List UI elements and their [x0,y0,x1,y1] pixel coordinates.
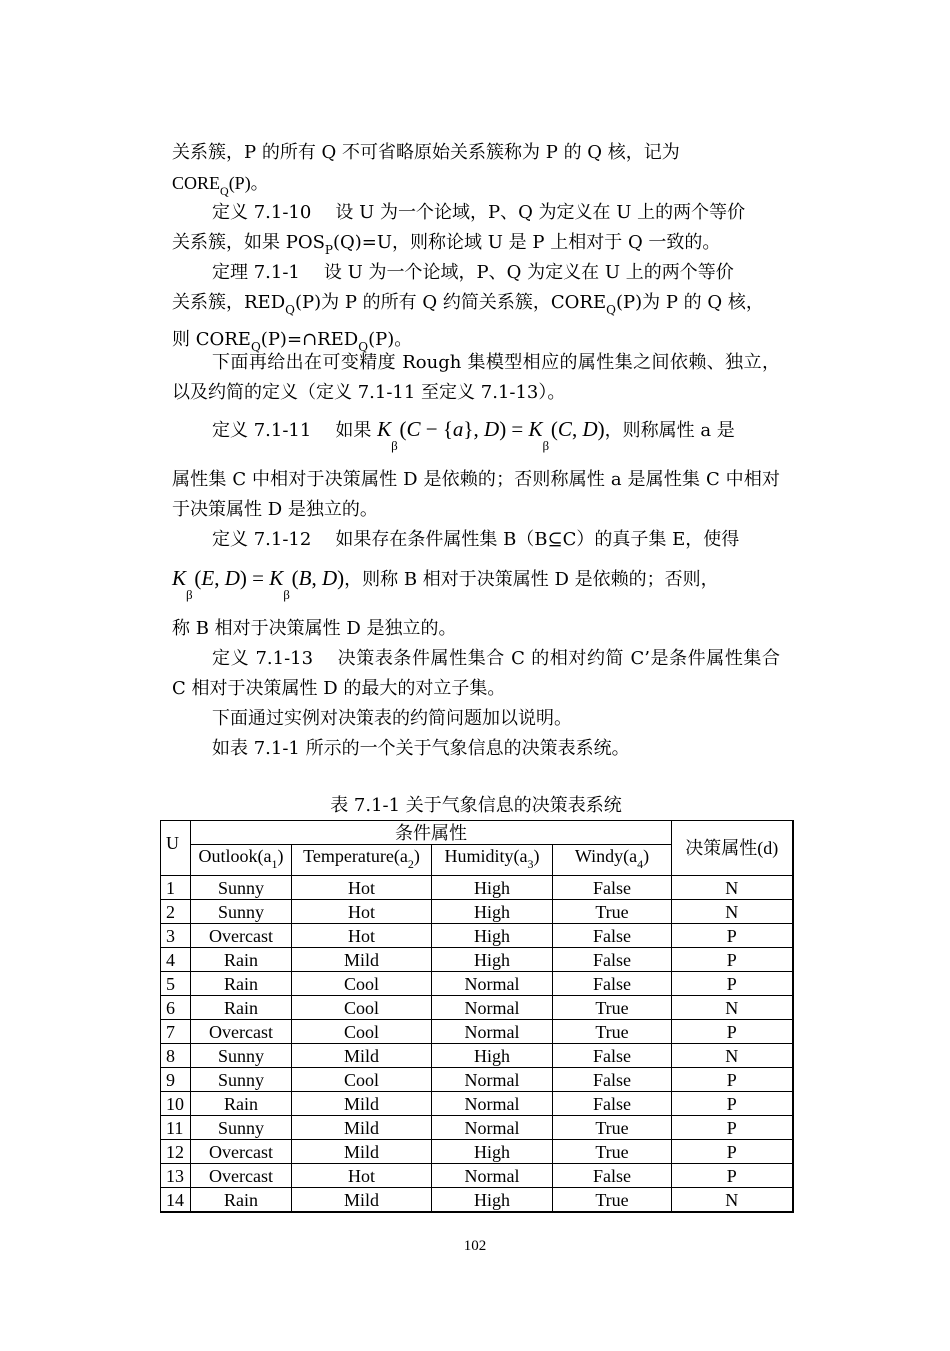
table-row [161,900,793,924]
subscript: Q [606,303,616,317]
cell-humidity: High [432,1188,553,1213]
definition-label: 定义 7.1-10 [212,202,312,223]
cell-u: 2 [161,900,191,924]
definition-7-1-13 [172,644,780,704]
table-row [161,1092,793,1116]
cell-humidity: High [432,1140,553,1164]
cell-decision: P [672,948,793,972]
cell-windy: True [553,900,672,924]
definition-7-1-12 [172,525,780,555]
definition-text: 关系簇，如果 POS [172,232,325,253]
cell-windy: True [553,1188,672,1213]
cell-windy: False [553,1092,672,1116]
cell-temperature: Hot [292,876,432,900]
theorem-text: (P)。 [368,329,413,350]
cell-decision: P [672,1068,793,1092]
cell-windy: False [553,876,672,900]
definition-text: 如果存在条件属性集 B（B⊆C）的真子集 E，使得 [335,529,740,550]
text-tail: (P)。 [228,173,269,193]
cell-u: 5 [161,972,191,996]
cell-outlook: Overcast [191,1164,292,1188]
cell-humidity: Normal [432,1020,553,1044]
table-row [161,924,793,948]
table-row [161,972,793,996]
table-caption: 表 7.1-1 关于气象信息的决策表系统 [330,795,622,816]
cell-decision: N [672,876,793,900]
definition-text: ，则称 B 相对于决策属性 D 是依赖的；否则， [344,569,719,590]
cell-decision: N [672,1188,793,1213]
table-row [161,1188,793,1213]
definition-7-1-12-continued: 称 B 相对于决策属性 D 是独立的。 [172,618,457,639]
cell-u: 7 [161,1020,191,1044]
cell-u: 10 [161,1092,191,1116]
theorem-text: (P)=∩RED [260,329,359,350]
cell-temperature: Mild [292,1140,432,1164]
table-row [161,1020,793,1044]
cell-temperature: Mild [292,948,432,972]
cell-decision: P [672,972,793,996]
cell-humidity: High [432,948,553,972]
cell-windy: True [553,1116,672,1140]
cell-windy: False [553,1044,672,1068]
cell-temperature: Cool [292,1068,432,1092]
cell-temperature: Mild [292,1092,432,1116]
cell-temperature: Hot [292,1164,432,1188]
cell-humidity: High [432,876,553,900]
cell-outlook: Rain [191,1092,292,1116]
definition-text: 决策表条件属性集合 C 的相对约简 C’是条件属性集合 C 相对于决策属性 D 的最大的对立子集。 [172,648,780,699]
cell-temperature: Cool [292,972,432,996]
formula-k-beta-subset: $K_\beta$ (E, $D) = K_\beta$ (B, D) [172,566,345,602]
definition-text: ，则称属性 a 是 [604,420,735,441]
subscript: Q [358,340,369,354]
header-outlook: $Outlook(a_1)$ [191,845,292,876]
theorem-text: (P)为 P 的 Q 核， [615,292,764,313]
header-decision-attribute: 决策属性(d) [672,821,793,876]
subscript: Q [285,303,295,317]
theorem-text: 关系簇，RED [172,292,286,313]
decision-table [160,820,794,1213]
definition-text: (Q)=U，则称论域 U 是 P 上相对于 Q 一致的。 [333,232,721,253]
theorem-text: (P)为 P 的所有 Q 约简关系簇，CORE [294,292,607,313]
subscript: P [324,243,333,257]
cell-u: 8 [161,1044,191,1068]
cell-u: 3 [161,924,191,948]
text-core: CORE [172,173,221,193]
theorem-text: 设 U 为一个论域，P、Q 为定义在 U 上的两个等价 [323,262,734,283]
cell-outlook: Overcast [191,1020,292,1044]
subscript: Q [250,340,261,354]
definition-label: 定义 7.1-13 [212,648,314,669]
paragraph-core-definition [172,138,780,206]
definition-label: 定义 7.1-12 [212,529,312,550]
paragraph-intro-vprs: 下面再给出在可变精度 Rough 集模型相应的属性集之间依赖、独立，以及约简的定义（定义 7.1-11 至定义 7.1-13）。 [172,352,780,403]
cell-decision: N [672,900,793,924]
header-u: U [161,821,191,876]
cell-decision: N [672,996,793,1020]
cell-decision: P [672,1116,793,1140]
paragraph-table-intro: 如表 7.1-1 所示的一个关于气象信息的决策表系统。 [212,738,630,759]
theorem-label: 定理 7.1-1 [212,262,300,283]
cell-humidity: High [432,900,553,924]
cell-humidity: Normal [432,1164,553,1188]
cell-humidity: High [432,1044,553,1068]
table-row [161,948,793,972]
cell-windy: True [553,1140,672,1164]
cell-u: 4 [161,948,191,972]
header-windy: $Windy(a_4)$ [553,845,672,876]
header-condition-attributes: 条件属性 [191,821,672,845]
cell-temperature: Hot [292,924,432,948]
cell-humidity: Normal [432,1116,553,1140]
cell-u: 1 [161,876,191,900]
cell-windy: False [553,1164,672,1188]
cell-temperature: Mild [292,1116,432,1140]
text-line: 关系簇，P 的所有 Q 不可省略原始关系簇称为 P 的 Q 核，记为 [172,142,680,163]
cell-humidity: Normal [432,972,553,996]
header-temperature: $Temperature(a_2)$ [292,845,432,876]
definition-text: 如果 [335,420,372,441]
cell-temperature: Mild [292,1044,432,1068]
cell-decision: P [672,1140,793,1164]
definition-7-1-10 [172,198,780,265]
cell-u: 9 [161,1068,191,1092]
cell-temperature: Cool [292,996,432,1020]
subscript: Q [220,184,229,198]
cell-decision: N [672,1044,793,1068]
cell-outlook: Overcast [191,924,292,948]
paragraph-example-intro: 下面通过实例对决策表的约简问题加以说明。 [212,708,572,729]
cell-temperature: Cool [292,1020,432,1044]
cell-outlook: Sunny [191,900,292,924]
cell-outlook: Sunny [191,1068,292,1092]
cell-humidity: Normal [432,1068,553,1092]
table-row [161,876,793,900]
formula-k-beta-dependence: $K_\beta$ (C − {a}, $D) = K_\beta$ (C, D) [377,417,605,453]
cell-outlook: Overcast [191,1140,292,1164]
cell-outlook: Sunny [191,876,292,900]
header-humidity: $Humidity(a_3)$ [432,845,553,876]
cell-outlook: Rain [191,1188,292,1213]
table-row [161,1164,793,1188]
cell-outlook: Sunny [191,1116,292,1140]
cell-outlook: Rain [191,972,292,996]
cell-windy: True [553,996,672,1020]
table-row [161,1044,793,1068]
definition-text: 设 U 为一个论域，P、Q 为定义在 U 上的两个等价 [335,202,746,223]
cell-decision: P [672,1020,793,1044]
cell-u: 11 [161,1116,191,1140]
theorem-text: 则 CORE [172,329,251,350]
table-row [161,1116,793,1140]
cell-temperature: Hot [292,900,432,924]
cell-decision: P [672,1164,793,1188]
cell-temperature: Mild [292,1188,432,1213]
cell-u: 12 [161,1140,191,1164]
definition-7-1-11-continued: 属性集 C 中相对于决策属性 D 是依赖的；否则称属性 a 是属性集 C 中相对于决策属性 D 是独立的。 [172,469,780,520]
cell-windy: False [553,1068,672,1092]
definition-label: 定义 7.1-11 [212,420,312,441]
cell-u: 6 [161,996,191,1020]
cell-windy: False [553,972,672,996]
cell-decision: P [672,1092,793,1116]
cell-humidity: Normal [432,996,553,1020]
definition-7-1-11 [172,414,780,461]
table-row [161,996,793,1020]
cell-outlook: Rain [191,996,292,1020]
table-row [161,1068,793,1092]
cell-decision: P [672,924,793,948]
theorem-7-1-1 [172,258,780,362]
table-row [161,1140,793,1164]
cell-u: 13 [161,1164,191,1188]
cell-humidity: High [432,924,553,948]
cell-windy: False [553,948,672,972]
cell-windy: True [553,1020,672,1044]
cell-outlook: Rain [191,948,292,972]
page-number: 102 [463,1238,487,1254]
cell-windy: False [553,924,672,948]
cell-u: 14 [161,1188,191,1213]
cell-outlook: Sunny [191,1044,292,1068]
definition-7-1-12-formula-line [172,563,780,610]
cell-humidity: Normal [432,1092,553,1116]
